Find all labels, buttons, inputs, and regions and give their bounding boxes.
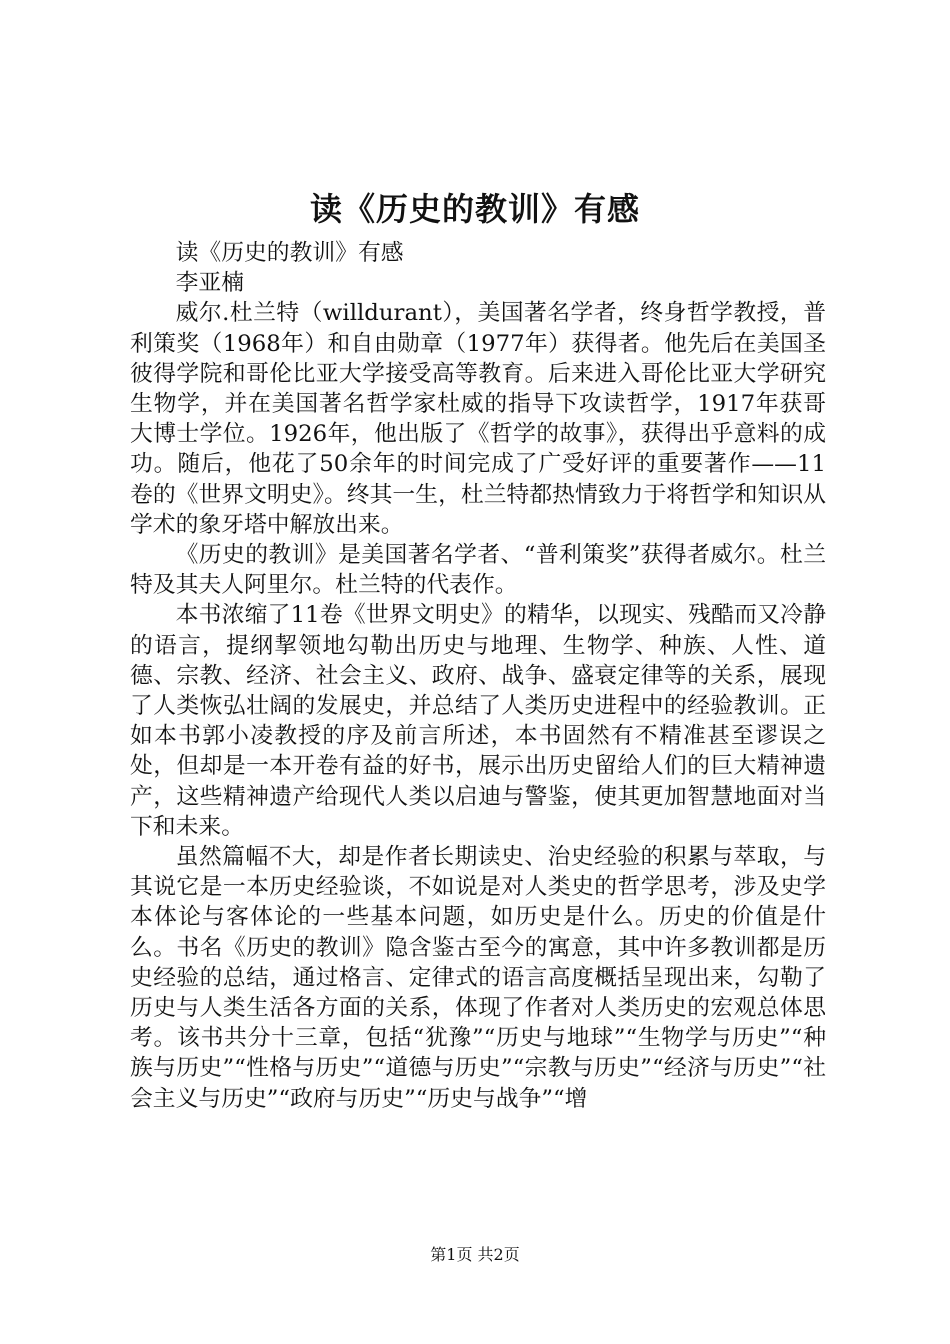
body-paragraph: 《历史的教训》是美国著名学者、“普利策奖”获得者威尔。杜兰特及其夫人阿里尔。杜兰特的代表作。 [130, 542, 826, 599]
body-paragraph: 本书浓缩了11卷《世界文明史》的精华，以现实、残酷而又冷静的语言，提纲挈领地勾勒出历史与地理、生物学、种族、人性、道德、宗教、经济、社会主义、政府、战争、盛衰定律等的关系，展现了人类恢弘壮阔的发展史，并总结了人类历史进程中的经验教训。正如本书郭小凌教授的序及前言所述，本书固然有不精准甚至谬误之处，但却是一本开卷有益的好书，展示出历史留给人们的巨大精神遗产，这些精神遗产给现代人类以启迪与警鉴，使其更加智慧地面对当下和未来。 [130, 602, 826, 840]
subtitle-paragraph: 读《历史的教训》有感 [175, 240, 404, 266]
body-paragraph: 威尔.杜兰特（willdurant），美国著名学者，终身哲学教授，普利策奖（1968年）和自由勋章（1977年）获得者。他先后在美国圣彼得学院和哥伦比亚大学接受高等教育。后来进入哥伦比亚大学研究生物学，并在美国著名哲学家杜威的指导下攻读哲学，1917年获哥大博士学位。1926年，他出版了《哲学的故事》，获得出乎意料的成功。随后，他花了50余年的时间完成了广受好评的重要著作——11卷的《世界文明史》。终其一生，杜兰特都热情致力于将哲学和知识从学术的象牙塔中解放出来。 [130, 300, 826, 538]
document-title: 读《历史的教训》有感 [309, 190, 640, 228]
page-footer: 第1页 共2页 [430, 1245, 520, 1264]
author-paragraph: 李亚楠 [175, 270, 244, 297]
body-paragraph: 虽然篇幅不大，却是作者长期读史、治史经验的积累与萃取，与其说它是一本历史经验谈，不如说是对人类史的哲学思考，涉及史学本体论与客体论的一些基本问题，如历史是什么。历史的价值是什么。书名《历史的教训》隐含鉴古至今的寓意，其中许多教训都是历史经验的总结，通过格言、定律式的语言高度概括呈现出来，勾勒了历史与人类生活各方面的关系，体现了作者对人类历史的宏观总体思考。该书共分十三章，包括“犹豫”“历史与地球”“生物学与历史”“种族与历史”“性格与历史”“道德与历史”“宗教与历史”“经济与历史”“社会主义与历史”“政府与历史”“历史与战争”“增 [130, 844, 826, 1112]
document-body [130, 238, 826, 1114]
